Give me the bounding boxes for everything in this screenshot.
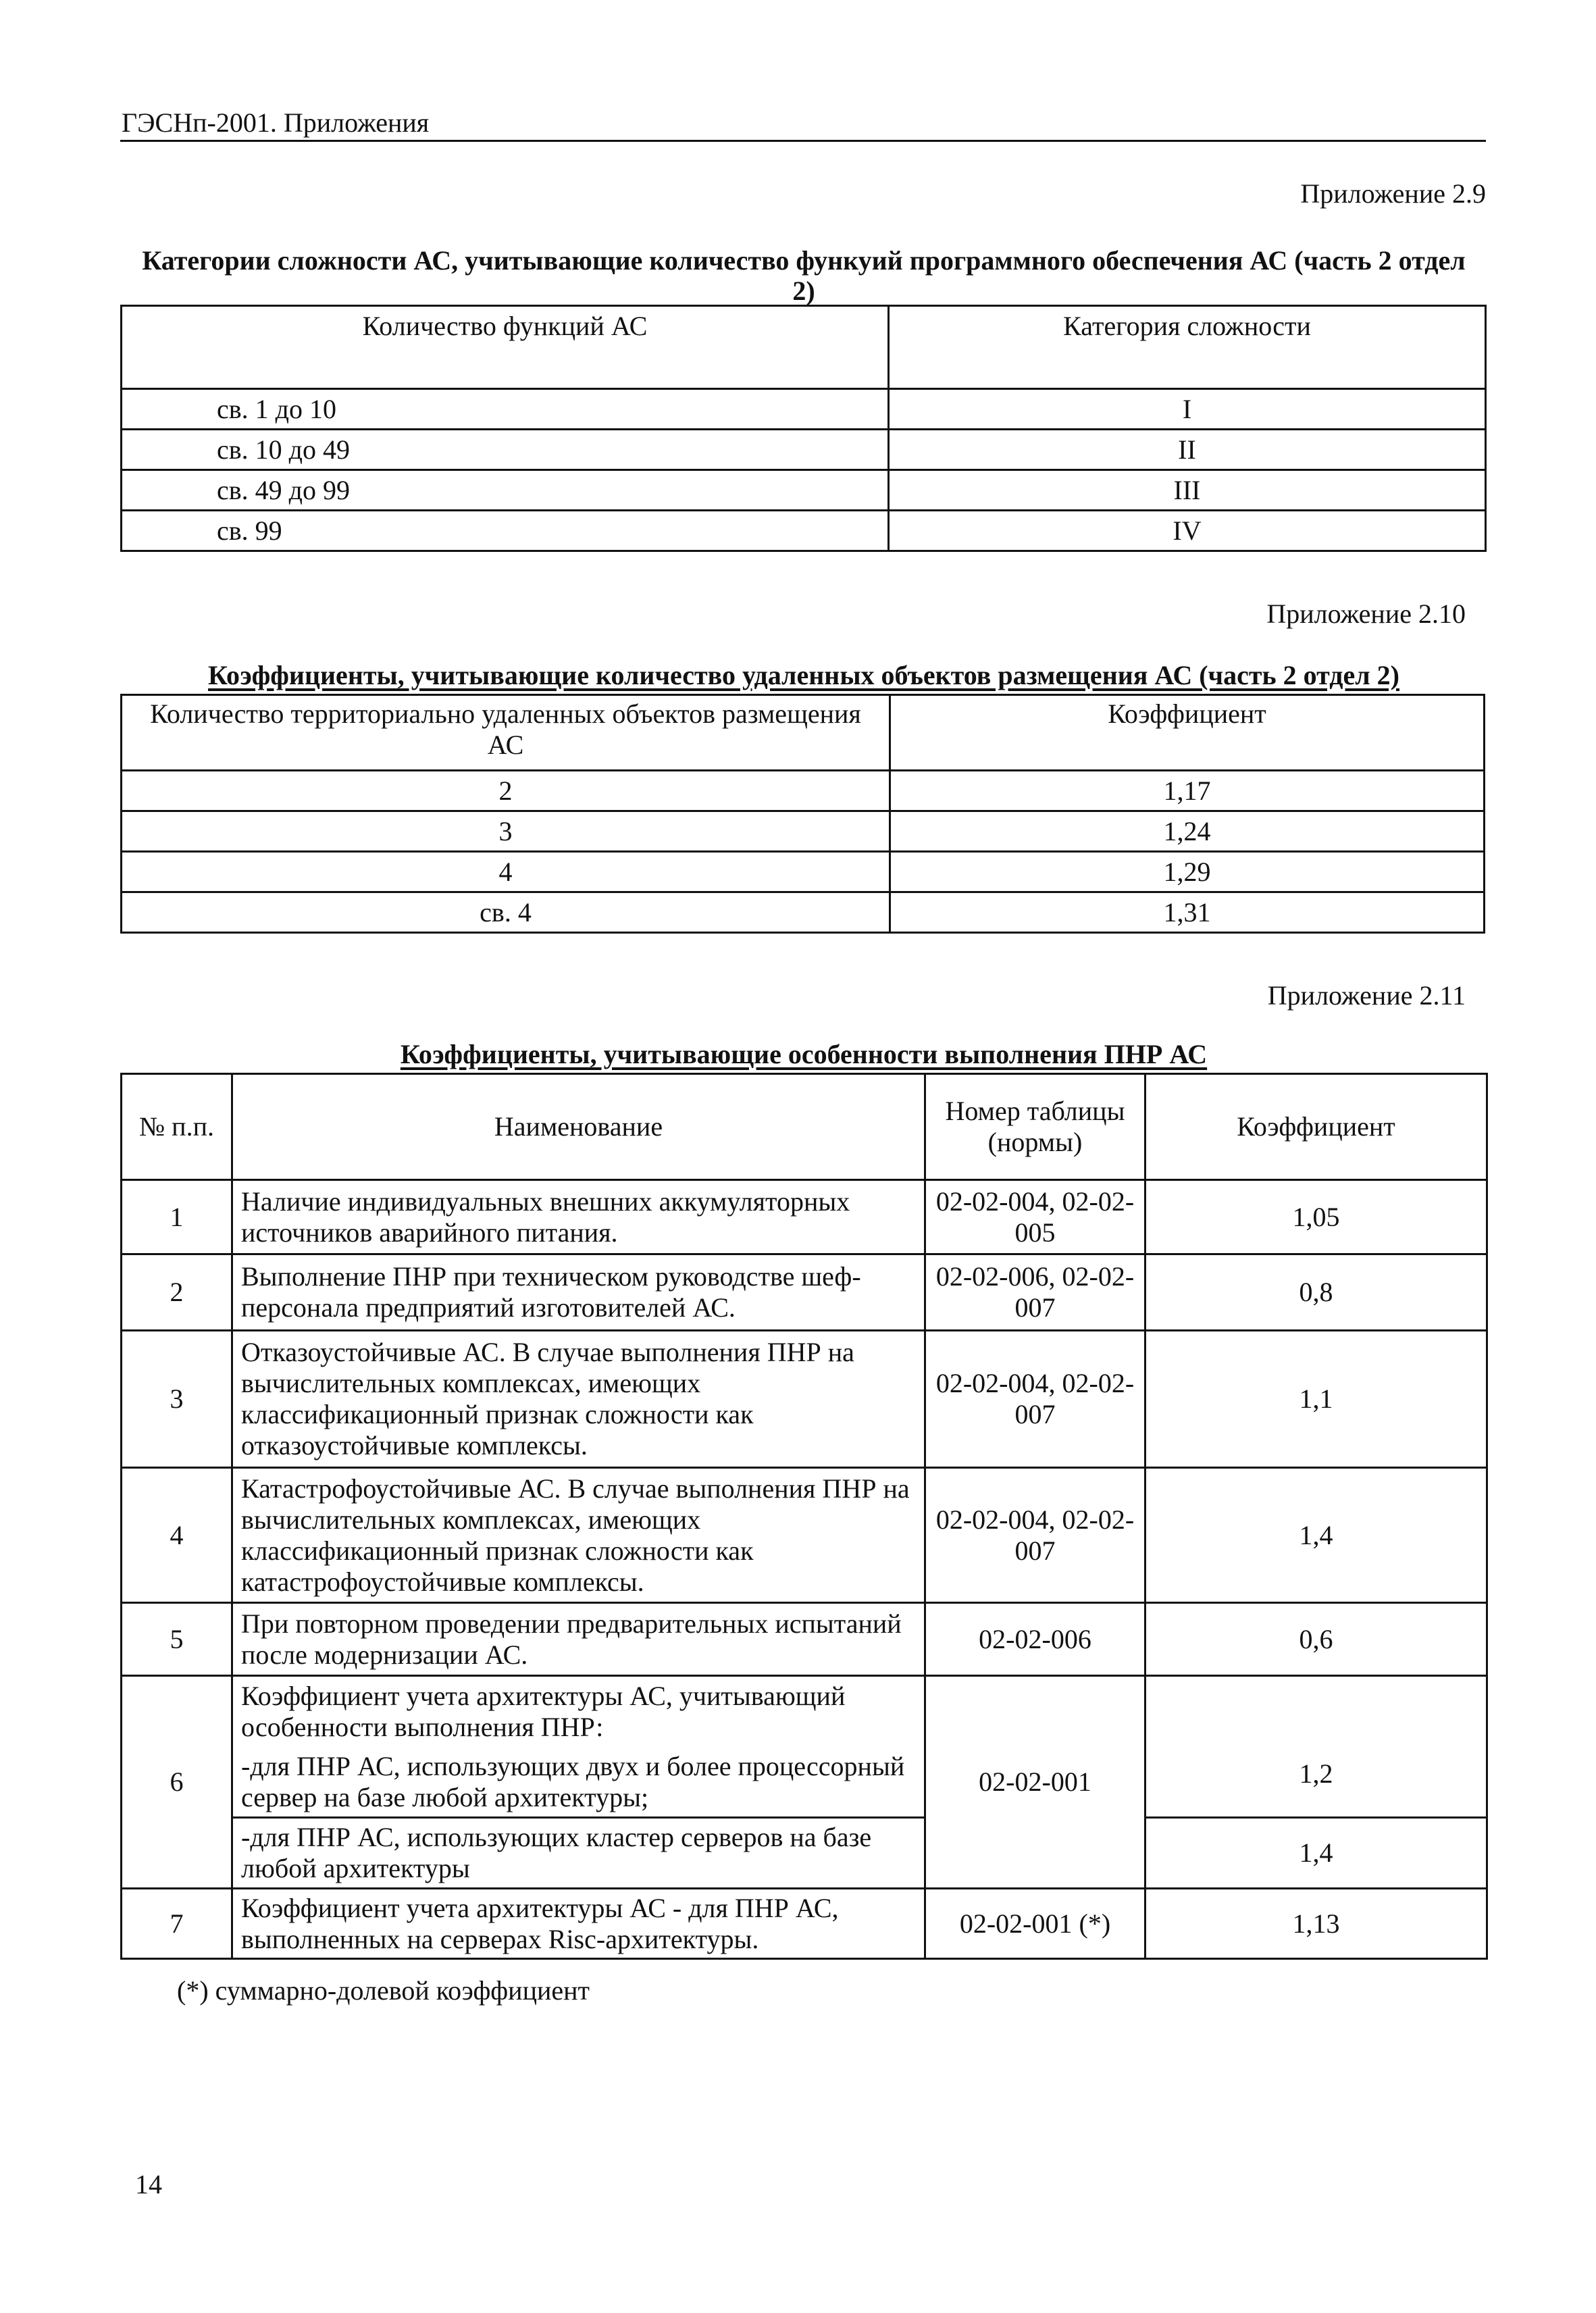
cell-coefficient: 1,24	[890, 811, 1485, 852]
table-row	[122, 1331, 1487, 1468]
cell-name	[232, 1676, 925, 1818]
table-row	[122, 1676, 1487, 1818]
cell-table: 02-02-001 (*)	[925, 1889, 1145, 1959]
column-header: Количество территориально удаленных объектов размещения АС	[122, 695, 890, 771]
cell-coefficient: 0,8	[1145, 1254, 1487, 1331]
appendix-2-11-title: Коэффициенты, учитывающие особенности выполнения ПНР АС	[400, 1039, 1208, 1069]
column-header: № п.п.	[122, 1074, 232, 1180]
column-header: Количество функций АС	[122, 306, 889, 389]
cell-num: 6	[122, 1676, 232, 1889]
table-row	[122, 470, 1486, 511]
cell-num: 2	[122, 1254, 232, 1331]
table-row	[122, 1468, 1487, 1603]
header-divider	[120, 140, 1486, 142]
cell-table: 02-02-004, 02-02-005	[925, 1180, 1145, 1254]
cell-coefficient: 1,1	[1145, 1331, 1487, 1468]
cell-functions: св. 1 до 10	[122, 389, 889, 430]
table-row	[122, 811, 1485, 852]
cell-num: 1	[122, 1180, 232, 1254]
cell-coefficient: 1,2	[1145, 1676, 1487, 1818]
cell-name: При повторном проведении предварительных испытаний после модернизации АС.	[232, 1603, 925, 1676]
table-row	[122, 511, 1486, 551]
column-header: Наименование	[232, 1074, 925, 1180]
appendix-2-11-label: Приложение 2.11	[1267, 980, 1466, 1011]
cell-category: IV	[889, 511, 1486, 551]
cell-coefficient: 0,6	[1145, 1603, 1487, 1676]
cell-table: 02-02-001	[925, 1676, 1145, 1889]
cell-name: Наличие индивидуальных внешних аккумуляторных источников аварийного питания.	[232, 1180, 925, 1254]
cell-name: Катастрофоустойчивые АС. В случае выполнения ПНР на вычислительных комплексах, имеющих классификационный признак сложности как катастрофоустойчивые комплексы.	[232, 1468, 925, 1603]
commissioning-coefficients-table	[120, 1073, 1488, 1960]
cell-name-multiprocessor: -для ПНР АС, использующих двух и более процессорный сервер на базе любой архитектуры;	[241, 1750, 905, 1812]
appendix-2-10-title: Коэффициенты, учитывающие количество удаленных объектов размещения АС (часть 2 отдел 2)	[208, 660, 1399, 690]
appendix-2-9-title: Категории сложности АС, учитывающие количество функуий программного обеспечения АС (часть 2 отдел 2)	[142, 245, 1466, 306]
column-header: Коэффициент	[1145, 1074, 1487, 1180]
complexity-categories-table	[120, 305, 1487, 552]
table-row	[122, 771, 1485, 811]
cell-num: 7	[122, 1889, 232, 1959]
column-header: Коэффициент	[890, 695, 1485, 771]
table-row	[122, 430, 1486, 470]
page-number: 14	[135, 2169, 162, 2200]
cell-name-cluster: -для ПНР АС, использующих кластер серверов на базе любой архитектуры	[232, 1818, 925, 1889]
cell-functions: св. 99	[122, 511, 889, 551]
cell-table: 02-02-004, 02-02-007	[925, 1468, 1145, 1603]
cell-name: Выполнение ПНР при техническом руководстве шеф-персонала предприятий изготовителей АС.	[232, 1254, 925, 1331]
cell-coefficient: 1,17	[890, 771, 1485, 811]
cell-objects: 3	[122, 811, 890, 852]
remote-objects-coefficients-table	[120, 694, 1485, 934]
table-row	[122, 1180, 1487, 1254]
table-row	[122, 852, 1485, 892]
cell-category: III	[889, 470, 1486, 511]
cell-functions: св. 10 до 49	[122, 430, 889, 470]
table-row	[122, 389, 1486, 430]
cell-functions: св. 49 до 99	[122, 470, 889, 511]
running-header: ГЭСНп-2001. Приложения	[122, 107, 430, 138]
cell-coefficient: 1,13	[1145, 1889, 1487, 1959]
cell-coefficient: 1,4	[1145, 1468, 1487, 1603]
cell-name: Коэффициент учета архитектуры АС - для ПНР АС, выполненных на серверах Risc-архитектуры.	[232, 1889, 925, 1959]
cell-category: II	[889, 430, 1486, 470]
cell-table: 02-02-006, 02-02-007	[925, 1254, 1145, 1331]
appendix-2-10-label: Приложение 2.10	[1266, 599, 1466, 629]
cell-table: 02-02-006	[925, 1603, 1145, 1676]
column-header: Номер таблицы (нормы)	[925, 1074, 1145, 1180]
cell-coefficient: 1,31	[890, 892, 1485, 933]
table-row	[122, 892, 1485, 933]
column-header: Категория сложности	[889, 306, 1486, 389]
cell-coefficient: 1,29	[890, 852, 1485, 892]
table-row	[122, 1818, 1487, 1889]
cell-num: 5	[122, 1603, 232, 1676]
cell-name-intro: Коэффициент учета архитектуры АС, учитывающий особенности выполнения ПНР:	[241, 1680, 846, 1742]
cell-coefficient: 1,05	[1145, 1180, 1487, 1254]
cell-coefficient: 1,4	[1145, 1818, 1487, 1889]
cell-num: 4	[122, 1468, 232, 1603]
cell-name: Отказоустойчивые АС. В случае выполнения ПНР на вычислительных комплексах, имеющих классификационный признак сложности как отказоустойчивые комплексы.	[232, 1331, 925, 1468]
cell-objects: св. 4	[122, 892, 890, 933]
footnote: (*) суммарно-долевой коэффициент	[177, 1975, 590, 2006]
appendix-2-9-label: Приложение 2.9	[1300, 178, 1486, 209]
cell-objects: 2	[122, 771, 890, 811]
table-row	[122, 1603, 1487, 1676]
table-row	[122, 1889, 1487, 1959]
table-row	[122, 1254, 1487, 1331]
cell-table: 02-02-004, 02-02-007	[925, 1331, 1145, 1468]
cell-num: 3	[122, 1331, 232, 1468]
cell-category: I	[889, 389, 1486, 430]
cell-objects: 4	[122, 852, 890, 892]
